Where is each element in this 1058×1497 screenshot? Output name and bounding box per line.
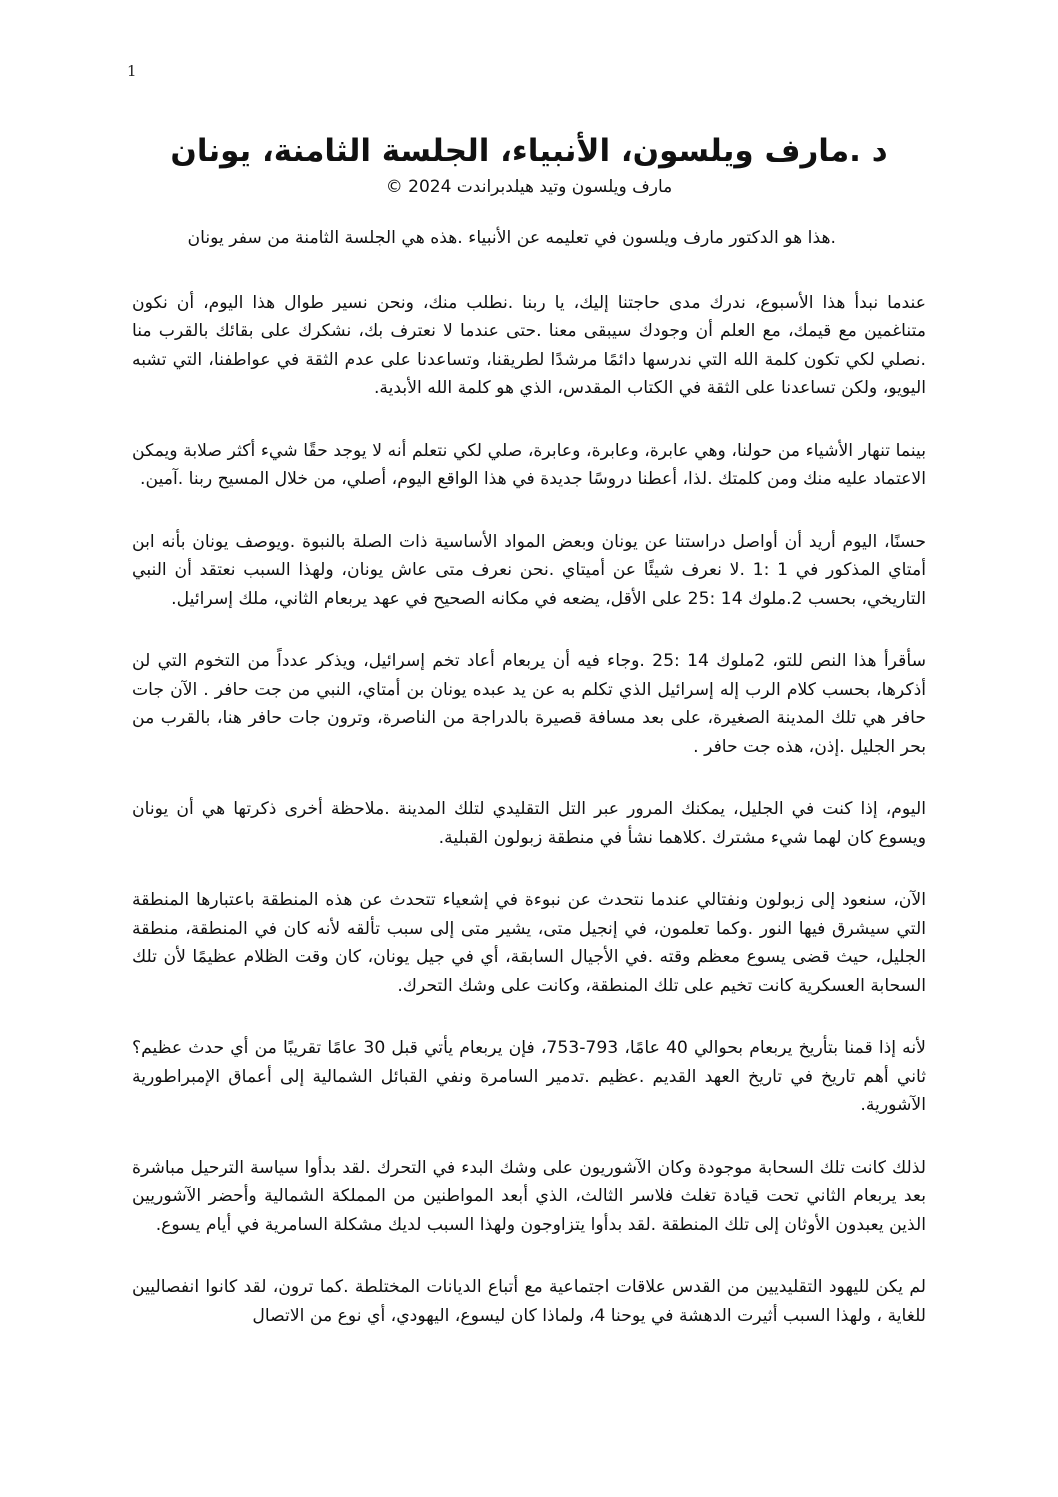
paragraph-assyrians: لذلك كانت تلك السحابة موجودة وكان الآشوريون على وشك البدء في التحرك .لقد بدأوا سياسة الترحيل مباشرة بعد يربعام الثاني تحت قيادة تغلث فلاسر الثالث، الذي أبعد المواطنين من المملكة الشمالية وأحضر الآشوريين الذين يعبدون الأوثان إلى تلك المنطقة .لقد بدأوا يتزاوجون ولهذا السبب لديك مشكلة السامرية في أيام يسوع. <box>132 1157 926 1235</box>
paragraph-jonah-background: حسنًا، اليوم أريد أن أواصل دراستنا عن يونان وبعض المواد الأساسية ذات الصلة بالنبوة .ويوصف يونان بأنه ابن أمتاي المذكور في 1 :1 .لا نعرف شيئًا عن أميتاي .نحن نعرف متى عاش يونان، ولهذا السبب نعتقد أن النبي التاريخي، بحسب 2.ملوك 14 :25 على الأقل، يضعه في مكانه الصحيح في عهد يربعام الثاني، ملك إسرائيل. <box>132 531 926 609</box>
paragraph-prayer-1: عندما نبدأ هذا الأسبوع، ندرك مدى حاجتنا إليك، يا ربنا .نطلب منك، ونحن نسير طوال هذا اليوم، أن نكون متناغمين مع قيمك، مع العلم أن وجودك سيبقى معنا .حتى عندما لا نعترف بك، نشكرك على بقائك بالقرب منا .نصلي لكي تكون كلمة الله التي ندرسها دائمًا مرشدًا لطريقنا، وتساعدنا على عدم الثقة في عواطفنا، التي تشبه اليويو، ولكن تساعدنا على الثقة في الكتاب المقدس، الذي هو كلمة الله الأبدية. <box>132 292 926 398</box>
document-title: د .مارف ويلسون، الأنبياء، الجلسة الثامنة، يونان <box>170 133 888 169</box>
copyright-line: مارف ويلسون وتيد هيلدبراندت 2024 © <box>385 177 673 197</box>
paragraph-intro: .هذا هو الدكتور مارف ويلسون في تعليمه عن الأنبياء .هذه هي الجلسة الثامنة من سفر يونان <box>187 228 836 248</box>
paragraph-zebulun: الآن، سنعود إلى زبولون ونفتالي عندما نتحدث عن نبوءة في إشعياء تتحدث عن هذه المنطقة باعتبارها المنطقة التي سيشرق فيها النور .وكما تعلمون، في إنجيل متى، يشير متى إلى سبب تألقه لأنه كان في المنطقة، منطقة الجليل، حيث قضى يسوع معظم وقته .في الأجيال السابقة، أي في جيل يونان، كان وقت الظلام عظيمًا لأن تلك السحابة العسكرية كانت تخيم على تلك المنطقة، وكانت على وشك التحرك. <box>132 890 926 996</box>
page-number: 1 <box>127 62 137 80</box>
paragraph-prayer-2: بينما تنهار الأشياء من حولنا، وهي عابرة، وعابرة، وعابرة، صلي لكي نتعلم أنه لا يوجد حقًا شيء أكثر صلابة ويمكن الاعتماد عليه منك ومن كلمتك .لذا، أعطنا دروسًا جديدة في هذا الواقع اليوم، أصلي، من خلال المسيح ربنا .آمين. <box>132 440 926 489</box>
paragraph-jeroboam-dating: لأنه إذا قمنا بتأريخ يربعام بحوالي 40 عامًا، 793-753، فإن يربعام يأتي قبل 30 عامًا تقريبًا من أي حدث عظيم؟ ثاني أهم تاريخ في تاريخ العهد القديم .عظيم .تدمير السامرة ونفي القبائل الشمالية إلى أعماق الإمبراطورية الآشورية. <box>132 1038 926 1115</box>
document-body <box>132 224 926 1364</box>
paragraph-galilee: اليوم، إذا كنت في الجليل، يمكنك المرور عبر التل التقليدي لتلك المدينة .ملاحظة أخرى ذكرتها هي أن يونان ويسوع كان لهما شيء مشترك .كلاهما نشأ في منطقة زبولون القبلية. <box>132 799 926 848</box>
paragraph-kings-reading: سأقرأ هذا النص للتو، 2ملوك 14 :25 .وجاء فيه أن يربعام أعاد تخم إسرائيل، ويذكر عدداً من التخوم التي لن أذكرها، بحسب كلام الرب إله إسرائيل الذي تكلم به عن يد عبده يونان بن أمتاي، النبي من جت حافر . الآن جات حافر هي تلك المدينة الصغيرة، على بعد مسافة قصيرة بالدراجة من الناصرة، وترون جات حافر هنا، بالقرب من بحر الجليل .إذن، هذه جت حافر . <box>132 651 927 757</box>
document-header <box>130 128 928 200</box>
paragraph-jerusalem-jews: لم يكن لليهود التقليديين من القدس علاقات اجتماعية مع أتباع الديانات المختلطة .كما ترون، لقد كانوا انفصاليين للغاية ، ولهذا السبب أثيرت الدهشة في يوحنا 4، ولماذا كان ليسوع، اليهودي، أي نوع من الاتصال <box>132 1277 926 1326</box>
